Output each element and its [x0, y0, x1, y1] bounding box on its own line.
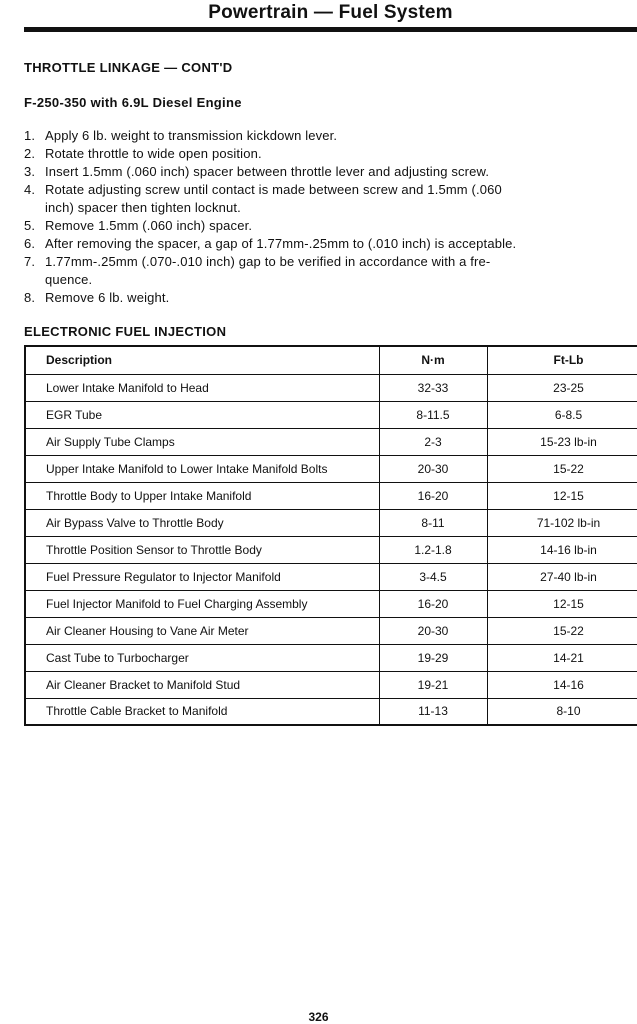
- cell-nm: 16-20: [379, 590, 487, 617]
- cell-ftlb: 14-21: [487, 644, 637, 671]
- table-row: [25, 644, 637, 671]
- step-text: 1.77mm-.25mm (.070-.010 inch) gap to be verified in accordance with a fre-: [45, 254, 491, 269]
- cell-description: Throttle Body to Upper Intake Manifold: [25, 482, 379, 509]
- table-row: [25, 536, 637, 563]
- cell-ftlb: 15-23 lb-in: [487, 428, 637, 455]
- cell-description: Upper Intake Manifold to Lower Intake Manifold Bolts: [25, 455, 379, 482]
- section-title: THROTTLE LINKAGE — CONT'D: [24, 60, 233, 75]
- efi-table-title: ELECTRONIC FUEL INJECTION: [24, 324, 227, 339]
- table-row: [25, 617, 637, 644]
- cell-description: Fuel Injector Manifold to Fuel Charging Assembly: [25, 590, 379, 617]
- table-row: [25, 509, 637, 536]
- procedure-step: [24, 127, 637, 145]
- step-text: Remove 1.5mm (.060 inch) spacer.: [45, 218, 253, 233]
- step-number: 2.: [24, 146, 36, 161]
- page-header: [24, 0, 637, 32]
- step-text: Insert 1.5mm (.060 inch) spacer between throttle lever and adjusting screw.: [45, 164, 490, 179]
- table-row: [25, 563, 637, 590]
- column-header-nm: N·m: [379, 346, 487, 374]
- section-subtitle: F-250-350 with 6.9L Diesel Engine: [24, 95, 242, 110]
- cell-nm: 3-4.5: [379, 563, 487, 590]
- table-row: [25, 401, 637, 428]
- page-title: Powertrain — Fuel System: [208, 2, 453, 23]
- cell-nm: 32-33: [379, 374, 487, 401]
- procedure-step: [24, 235, 637, 253]
- procedure-step: [24, 289, 637, 307]
- step-text: quence.: [45, 272, 93, 287]
- cell-description: Lower Intake Manifold to Head: [25, 374, 379, 401]
- cell-description: Throttle Position Sensor to Throttle Body: [25, 536, 379, 563]
- column-header-ftlb: Ft-Lb: [487, 346, 637, 374]
- cell-nm: 20-30: [379, 617, 487, 644]
- table-row: [25, 455, 637, 482]
- cell-ftlb: 12-15: [487, 482, 637, 509]
- cell-nm: 8-11.5: [379, 401, 487, 428]
- cell-ftlb: 71-102 lb-in: [487, 509, 637, 536]
- page-number: 326: [308, 1010, 329, 1024]
- cell-nm: 2-3: [379, 428, 487, 455]
- cell-ftlb: 23-25: [487, 374, 637, 401]
- step-number: 8.: [24, 290, 36, 305]
- procedure-step: [24, 163, 637, 181]
- cell-nm: 8-11: [379, 509, 487, 536]
- step-text: Rotate throttle to wide open position.: [45, 146, 262, 161]
- cell-ftlb: 15-22: [487, 455, 637, 482]
- step-number: 6.: [24, 236, 36, 251]
- procedure-step: [24, 217, 637, 235]
- cell-nm: 20-30: [379, 455, 487, 482]
- step-text: After removing the spacer, a gap of 1.77mm-.25mm to (.010 inch) is acceptable.: [45, 236, 517, 251]
- cell-ftlb: 27-40 lb-in: [487, 563, 637, 590]
- step-number: 1.: [24, 128, 36, 143]
- procedure-step: [24, 181, 637, 217]
- cell-description: EGR Tube: [25, 401, 379, 428]
- step-text: Rotate adjusting screw until contact is made between screw and 1.5mm (.060: [45, 182, 502, 197]
- cell-description: Air Supply Tube Clamps: [25, 428, 379, 455]
- procedure-step: [24, 145, 637, 163]
- table-row: [25, 671, 637, 698]
- procedure-step: [24, 253, 637, 289]
- cell-description: Fuel Pressure Regulator to Injector Manifold: [25, 563, 379, 590]
- cell-ftlb: 6-8.5: [487, 401, 637, 428]
- cell-ftlb: 15-22: [487, 617, 637, 644]
- step-number: 5.: [24, 218, 36, 233]
- cell-ftlb: 8-10: [487, 698, 637, 725]
- cell-description: Cast Tube to Turbocharger: [25, 644, 379, 671]
- cell-ftlb: 12-15: [487, 590, 637, 617]
- column-header-description: Description: [25, 346, 379, 374]
- cell-nm: 19-29: [379, 644, 487, 671]
- step-number: 7.: [24, 254, 36, 269]
- table-row: [25, 482, 637, 509]
- cell-ftlb: 14-16: [487, 671, 637, 698]
- cell-nm: 11-13: [379, 698, 487, 725]
- step-number: 3.: [24, 164, 36, 179]
- table-header-row: [25, 346, 637, 374]
- cell-nm: 16-20: [379, 482, 487, 509]
- step-text: Apply 6 lb. weight to transmission kickdown lever.: [45, 128, 338, 143]
- cell-description: Air Cleaner Bracket to Manifold Stud: [25, 671, 379, 698]
- step-text: inch) spacer then tighten locknut.: [45, 200, 241, 215]
- table-row: [25, 590, 637, 617]
- cell-description: Air Cleaner Housing to Vane Air Meter: [25, 617, 379, 644]
- step-number: 4.: [24, 182, 36, 197]
- procedure-steps: [24, 127, 637, 307]
- cell-description: Throttle Cable Bracket to Manifold: [25, 698, 379, 725]
- table-row: [25, 698, 637, 725]
- step-text: Remove 6 lb. weight.: [45, 290, 170, 305]
- cell-nm: 1.2-1.8: [379, 536, 487, 563]
- table-row: [25, 428, 637, 455]
- cell-description: Air Bypass Valve to Throttle Body: [25, 509, 379, 536]
- torque-spec-table: [24, 345, 637, 726]
- cell-ftlb: 14-16 lb-in: [487, 536, 637, 563]
- cell-nm: 19-21: [379, 671, 487, 698]
- table-row: [25, 374, 637, 401]
